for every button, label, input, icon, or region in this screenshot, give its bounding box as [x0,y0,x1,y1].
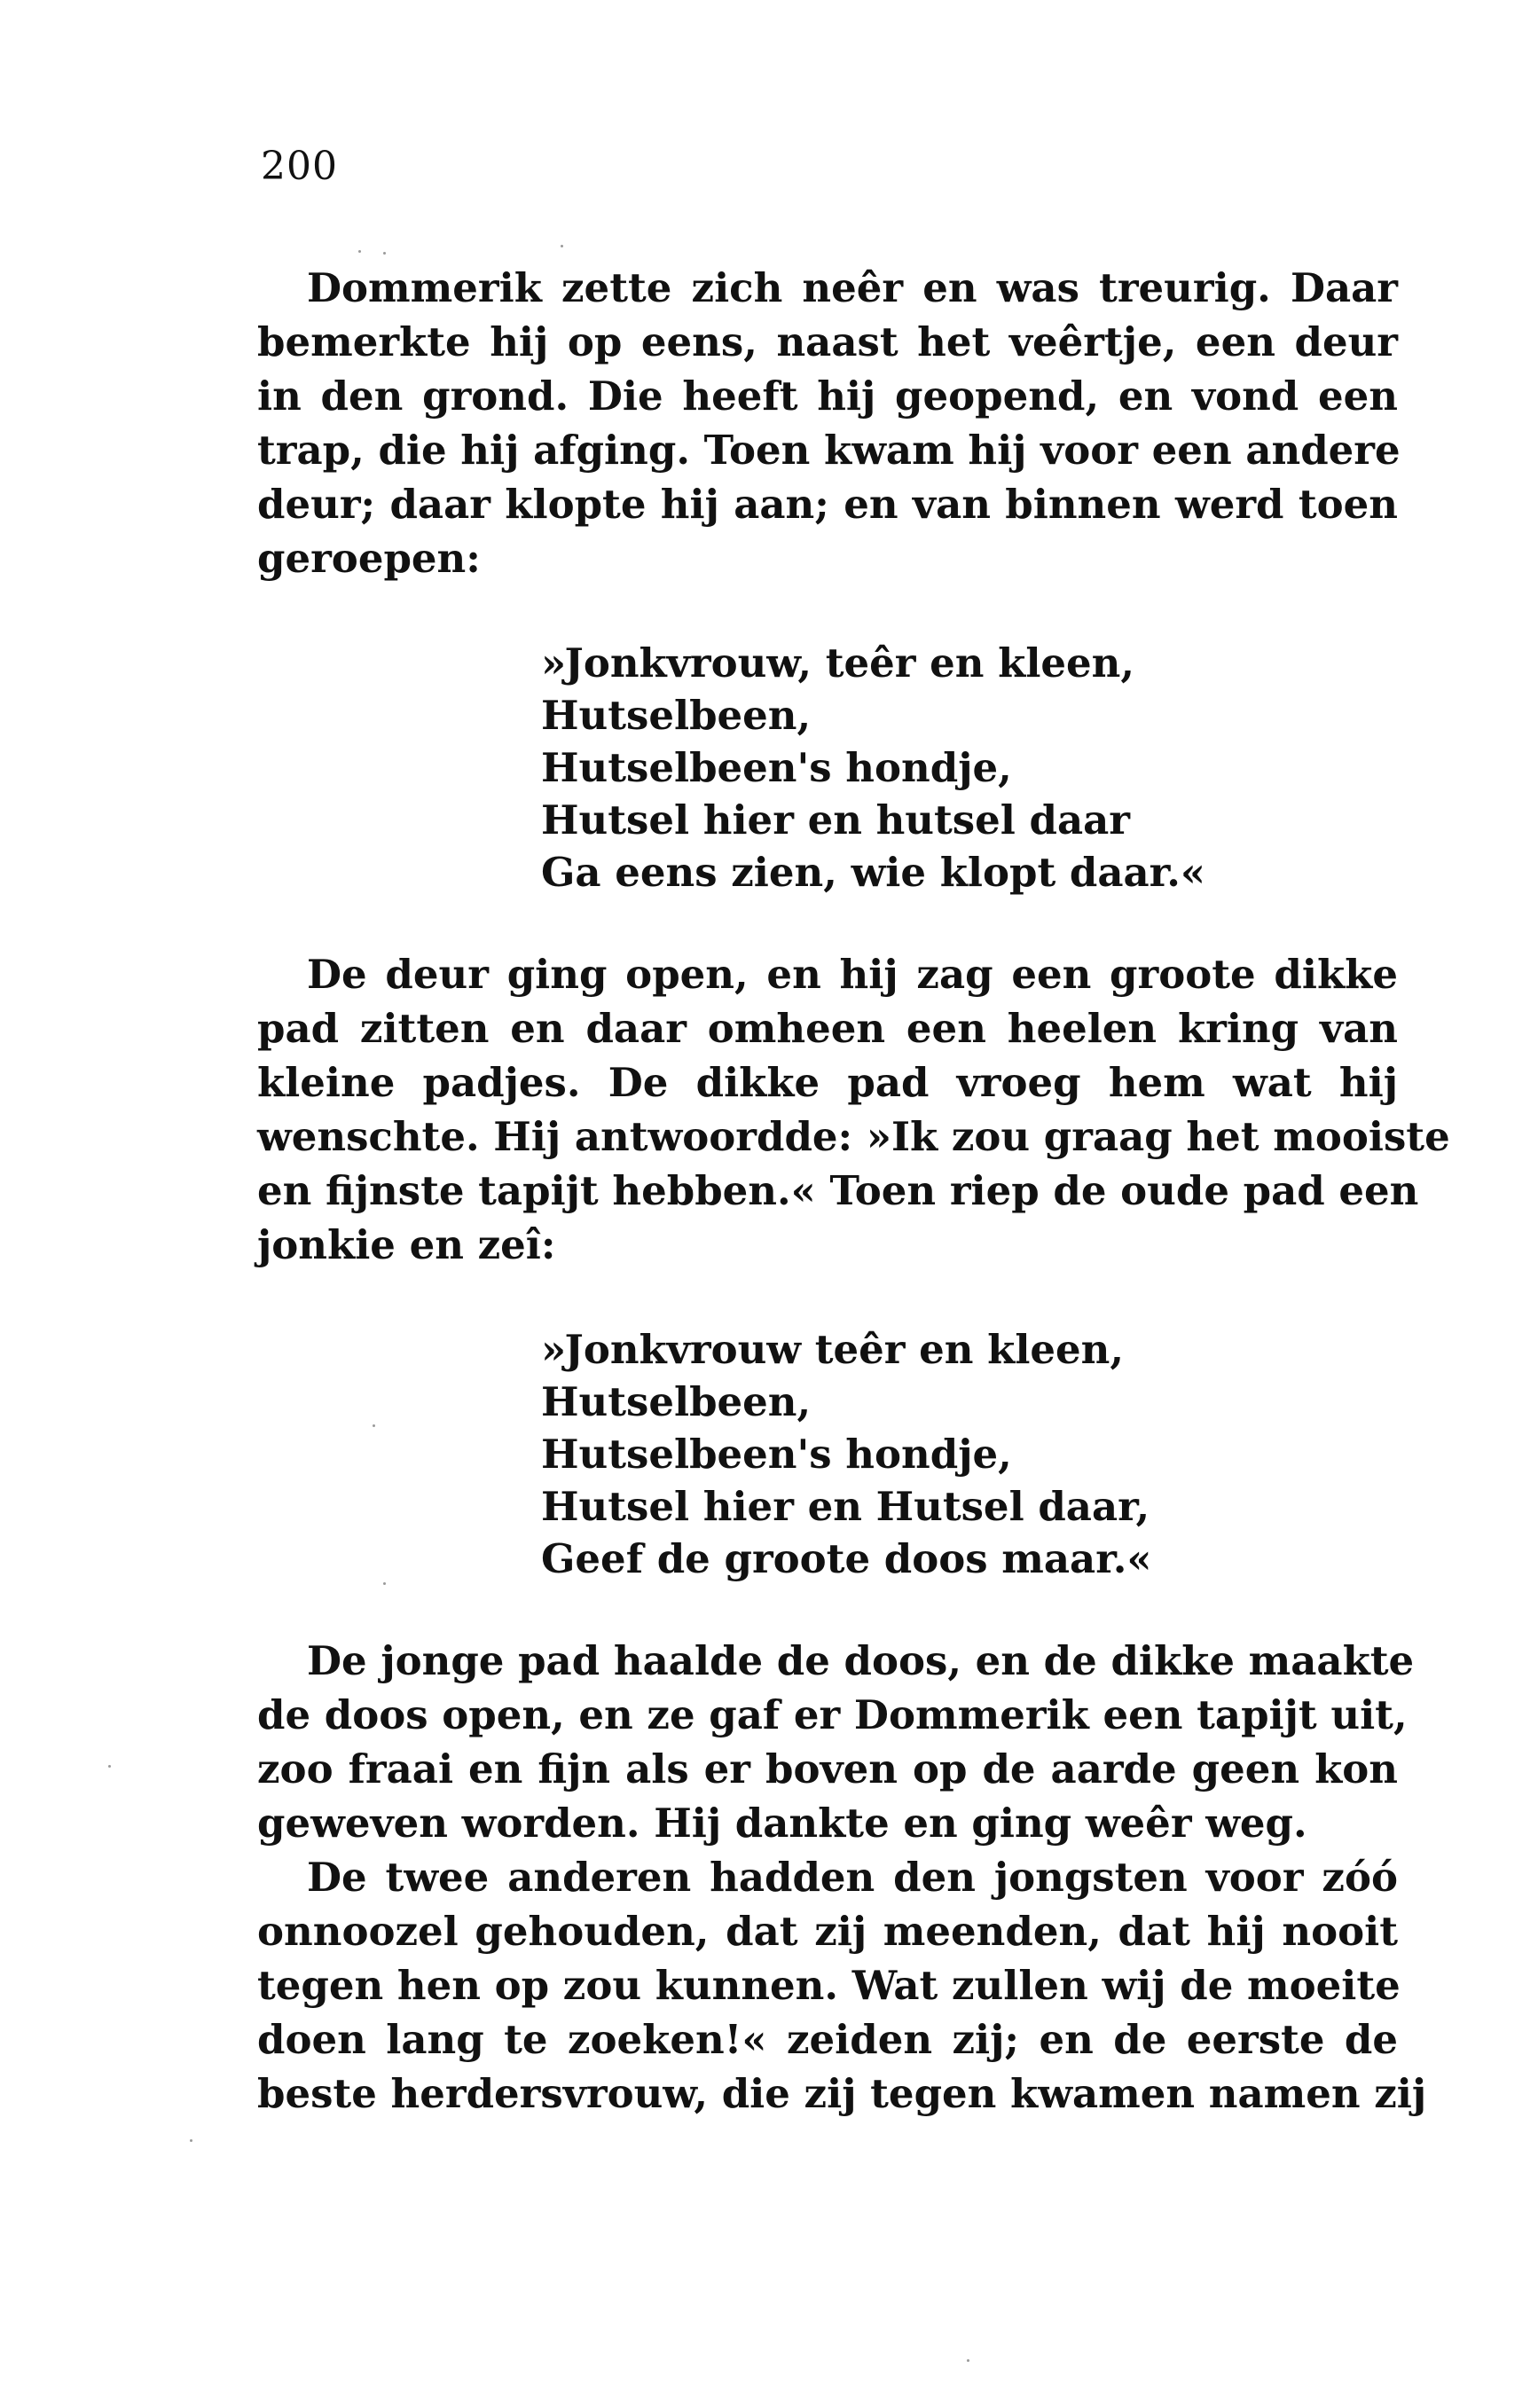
text-line: kleine padjes. De dikke pad vroeg hem wat hij [257,1059,1398,1106]
verse-line: Hutselbeen's hondje, [541,744,1012,791]
text-line: bemerkte hij op eens, naast het veêrtje, een deur [257,318,1398,365]
text-line: geweven worden. Hij dankte en ging weêr weg. [257,1800,1307,1847]
verse-line: »Jonkvrouw, teêr en kleen, [541,639,1135,686]
verse-line: Hutselbeen's hondje, [541,1431,1012,1478]
text-line: onnoozel gehouden, dat zij meenden, dat hij nooit [257,1908,1398,1955]
verse-line: Geef de groote doos maar.« [541,1535,1152,1582]
scan-speck [561,245,563,247]
verse-2 [541,1323,1251,1585]
text-line: en fijnste tapijt hebben.« Toen riep de oude pad een [257,1167,1419,1214]
text-line: deur; daar klopte hij aan; en van binnen werd toen [257,481,1398,528]
verse-line: Ga eens zien, wie klopt daar.« [541,849,1206,896]
verse-line: Hutsel hier en Hutsel daar, [541,1483,1150,1530]
text-line: De jonge pad haalde de doos, en de dikke maakte [307,1637,1415,1684]
text-line: pad zitten en daar omheen een heelen kring van [257,1005,1398,1052]
verse-line: »Jonkvrouw teêr en kleen, [541,1326,1125,1373]
text-line: de doos open, en ze gaf er Dommerik een tapijt uit, [257,1691,1408,1738]
scan-speck [383,252,386,255]
paragraph-2 [257,947,1450,1272]
text-line: De deur ging open, en hij zag een groote dikke [307,951,1398,998]
scan-speck [108,1765,111,1768]
text-line: beste herdersvrouw, die zij tegen kwamen namen zij [257,2070,1427,2117]
text-line: in den grond. Die heeft hij geopend, en vond een [257,373,1398,420]
verse-line: Hutselbeen, [541,1378,812,1425]
text-line: geroepen: [257,535,481,582]
scan-speck [967,2359,969,2362]
verse-1 [541,637,1251,898]
scan-speck [373,1424,375,1427]
text-line: trap, die hij afging. Toen kwam hij voor een andere [257,427,1401,474]
paragraph-1 [257,261,1401,585]
text-line: wenschte. Hij antwoordde: »Ik zou graag het mooiste [257,1113,1450,1160]
paragraph-4 [257,1850,1427,2121]
text-line: jonkie en zeî: [257,1221,556,1268]
verse-line: Hutsel hier en hutsel daar [541,796,1131,843]
verse-line: Hutselbeen, [541,692,812,739]
scan-speck [190,2139,192,2142]
page-number: 200 [261,144,338,189]
text-line: zoo fraai en fijn als er boven op de aarde geen kon [257,1745,1398,1792]
text-line: Dommerik zette zich neêr en was treurig. Daar [307,264,1398,311]
scan-speck [383,1582,386,1585]
paragraph-3 [257,1634,1415,1850]
scan-speck [358,250,361,253]
text-line: De twee anderen hadden den jongsten voor zóó [307,1854,1398,1901]
text-line: doen lang te zoeken!« zeiden zij; en de eerste de [257,2016,1398,2063]
text-line: tegen hen op zou kunnen. Wat zullen wij de moeite [257,1962,1401,2009]
